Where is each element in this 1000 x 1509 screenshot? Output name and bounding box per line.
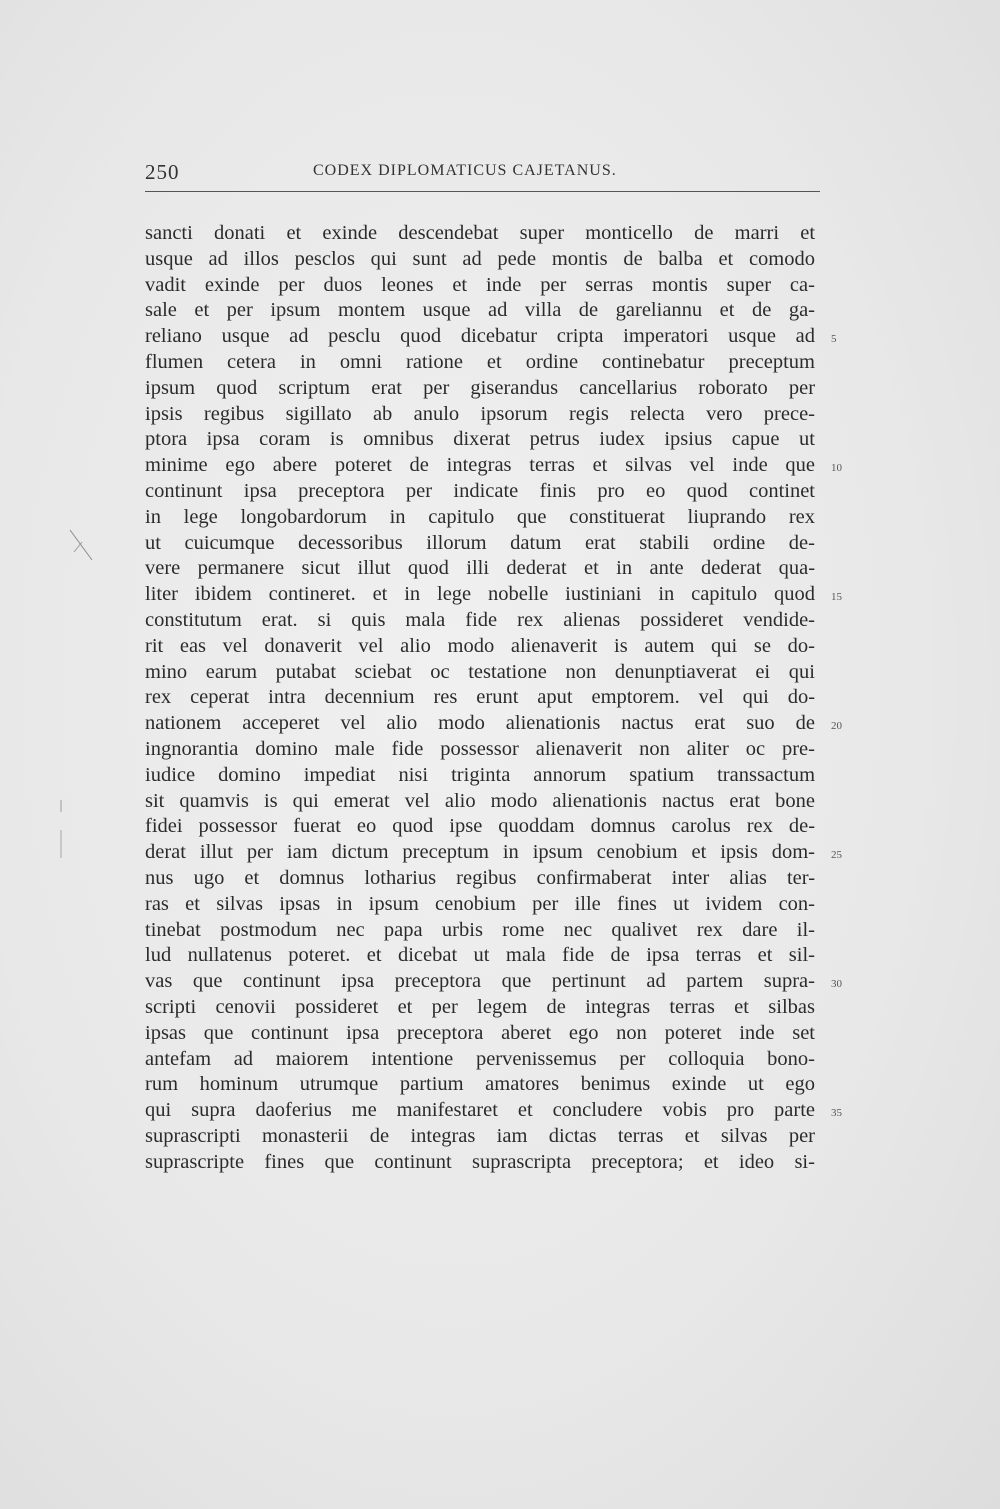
- text-line: [145, 969, 842, 995]
- text-line: [145, 298, 815, 324]
- text-line: [145, 840, 842, 866]
- page-number: 250: [145, 160, 180, 184]
- text-line: [145, 608, 815, 634]
- text-line: [145, 402, 815, 428]
- line-number: 5: [831, 333, 837, 346]
- text-line: [145, 1098, 842, 1124]
- line-text: antefam ad maiorem intentione pervenissemus per colloquia bono-: [145, 1047, 815, 1070]
- margin-tick-icon: [58, 800, 64, 860]
- line-text: sale et per ipsum montem usque ad villa de gareliannu et de ga-: [145, 299, 815, 322]
- line-text: vadit exinde per duos leones et inde per serras montis super ca-: [145, 273, 815, 296]
- text-line: [145, 453, 842, 479]
- text-line: [145, 737, 815, 763]
- text-line: [145, 685, 815, 711]
- line-number: 35: [831, 1107, 842, 1120]
- line-text: suprascripte fines que continunt suprascripta preceptora; et ideo si-: [145, 1150, 815, 1173]
- text-line: [145, 582, 842, 608]
- line-text: fidei possessor fuerat eo quod ipse quoddam domnus carolus rex de-: [145, 815, 816, 838]
- line-number: 25: [831, 849, 842, 862]
- line-number: 15: [831, 591, 842, 604]
- line-text: nus ugo et domnus lotharius regibus confirmaberat inter alias ter-: [145, 866, 816, 889]
- text-line: [145, 892, 815, 918]
- text-line: [145, 273, 815, 299]
- text-line: [145, 763, 815, 789]
- running-head: [145, 160, 815, 186]
- line-text: flumen cetera in omni ratione et ordine continebatur preceptum: [145, 350, 816, 373]
- text-line: [145, 1047, 815, 1073]
- line-text: derat illut per iam dictum preceptum in ipsum cenobium et ipsis dom-: [145, 841, 815, 864]
- text-line: [145, 221, 815, 247]
- line-text: mino earum putabat sciebat oc testatione non denunptiaverat ei qui: [145, 660, 815, 683]
- text-line: [145, 350, 815, 376]
- header-rule: [145, 191, 820, 192]
- line-text: reliano usque ad pesclu quod dicebatur cripta imperatori usque ad: [145, 325, 816, 348]
- line-text: vas que continunt ipsa preceptora que pertinunt ad partem supra-: [145, 970, 815, 993]
- text-line: [145, 814, 815, 840]
- line-number: 20: [831, 720, 842, 733]
- text-line: [145, 556, 815, 582]
- text-line: [145, 995, 815, 1021]
- line-number: 10: [831, 462, 842, 475]
- line-text: iudice domino impediat nisi triginta annorum spatium transsactum: [145, 763, 816, 786]
- line-text: continunt ipsa preceptora per indicate finis pro eo quod continet: [145, 479, 816, 502]
- text-line: [145, 376, 815, 402]
- text-block: [145, 221, 842, 1175]
- line-text: usque ad illos pesclos qui sunt ad pede montis de balba et comodo: [145, 247, 815, 270]
- text-line: [145, 505, 815, 531]
- text-line: [145, 789, 815, 815]
- line-text: ipsis regibus sigillato ab anulo ipsorum regis relecta vero prece-: [145, 402, 816, 425]
- line-text: ptora ipsa coram is omnibus dixerat petrus iudex ipsius capue ut: [145, 428, 815, 451]
- line-text: nationem acceperet vel alio modo alienationis nactus erat suo de: [145, 712, 815, 735]
- text-line: [145, 1150, 815, 1176]
- text-line: [145, 660, 815, 686]
- line-number: 30: [831, 978, 842, 991]
- text-line: [145, 531, 815, 557]
- line-text: lud nullatenus poteret. et dicebat ut mala fide de ipsa terras et sil-: [145, 944, 816, 967]
- text-line: [145, 918, 815, 944]
- line-text: tinebat postmodum nec papa urbis rome nec qualivet rex dare il-: [145, 918, 815, 941]
- margin-mark-icon: [68, 528, 94, 562]
- line-text: suprascripti monasterii de integras iam dictas terras et silvas per: [145, 1124, 816, 1147]
- line-text: scripti cenovii possideret et per legem de integras terras et silbas: [145, 995, 815, 1018]
- line-text: minime ego abere poteret de integras terras et silvas vel inde que: [145, 454, 816, 477]
- line-text: qui supra daoferius me manifestaret et concludere vobis pro parte: [145, 1099, 815, 1122]
- line-text: rum hominum utrumque partium amatores benimus exinde ut ego: [145, 1073, 816, 1096]
- line-text: ut cuicumque decessoribus illorum datum erat stabili ordine de-: [145, 531, 815, 554]
- text-line: [145, 324, 837, 350]
- line-text: rit eas vel donaverit vel alio modo alienaverit is autem qui se do-: [145, 634, 815, 657]
- text-line: [145, 247, 815, 273]
- running-title: CODEX DIPLOMATICUS CAJETANUS.: [313, 162, 617, 179]
- text-line: [145, 1072, 815, 1098]
- line-text: constitutum erat. si quis mala fide rex alienas possideret vendide-: [145, 608, 816, 631]
- line-text: ras et silvas ipsas in ipsum cenobium per ille fines ut ividem con-: [145, 892, 815, 915]
- text-line: [145, 1124, 815, 1150]
- text-line: [145, 943, 815, 969]
- text-line: [145, 711, 842, 737]
- line-text: ingnorantia domino male fide possessor alienaverit non aliter oc pre-: [145, 737, 815, 760]
- line-text: ipsas que continunt ipsa preceptora aberet ego non poteret inde set: [145, 1021, 816, 1044]
- line-text: vere permanere sicut illut quod illi dederat et in ante dederat qua-: [145, 557, 816, 580]
- line-text: ipsum quod scriptum erat per giserandus cancellarius roborato per: [145, 376, 816, 399]
- line-text: sit quamvis is qui emerat vel alio modo alienationis nactus erat bone: [145, 789, 815, 812]
- text-line: [145, 634, 815, 660]
- line-text: sancti donati et exinde descendebat super monticello de marri et: [145, 222, 816, 244]
- text-line: [145, 479, 815, 505]
- line-text: rex ceperat intra decennium res erunt aput emptorem. vel qui do-: [145, 686, 816, 709]
- text-line: [145, 866, 815, 892]
- text-line: [145, 1021, 815, 1047]
- line-text: in lege longobardorum in capitulo que constituerat liuprando rex: [145, 505, 815, 528]
- text-line: [145, 427, 815, 453]
- line-text: liter ibidem contineret. et in lege nobelle iustiniani in capitulo quod: [145, 583, 815, 606]
